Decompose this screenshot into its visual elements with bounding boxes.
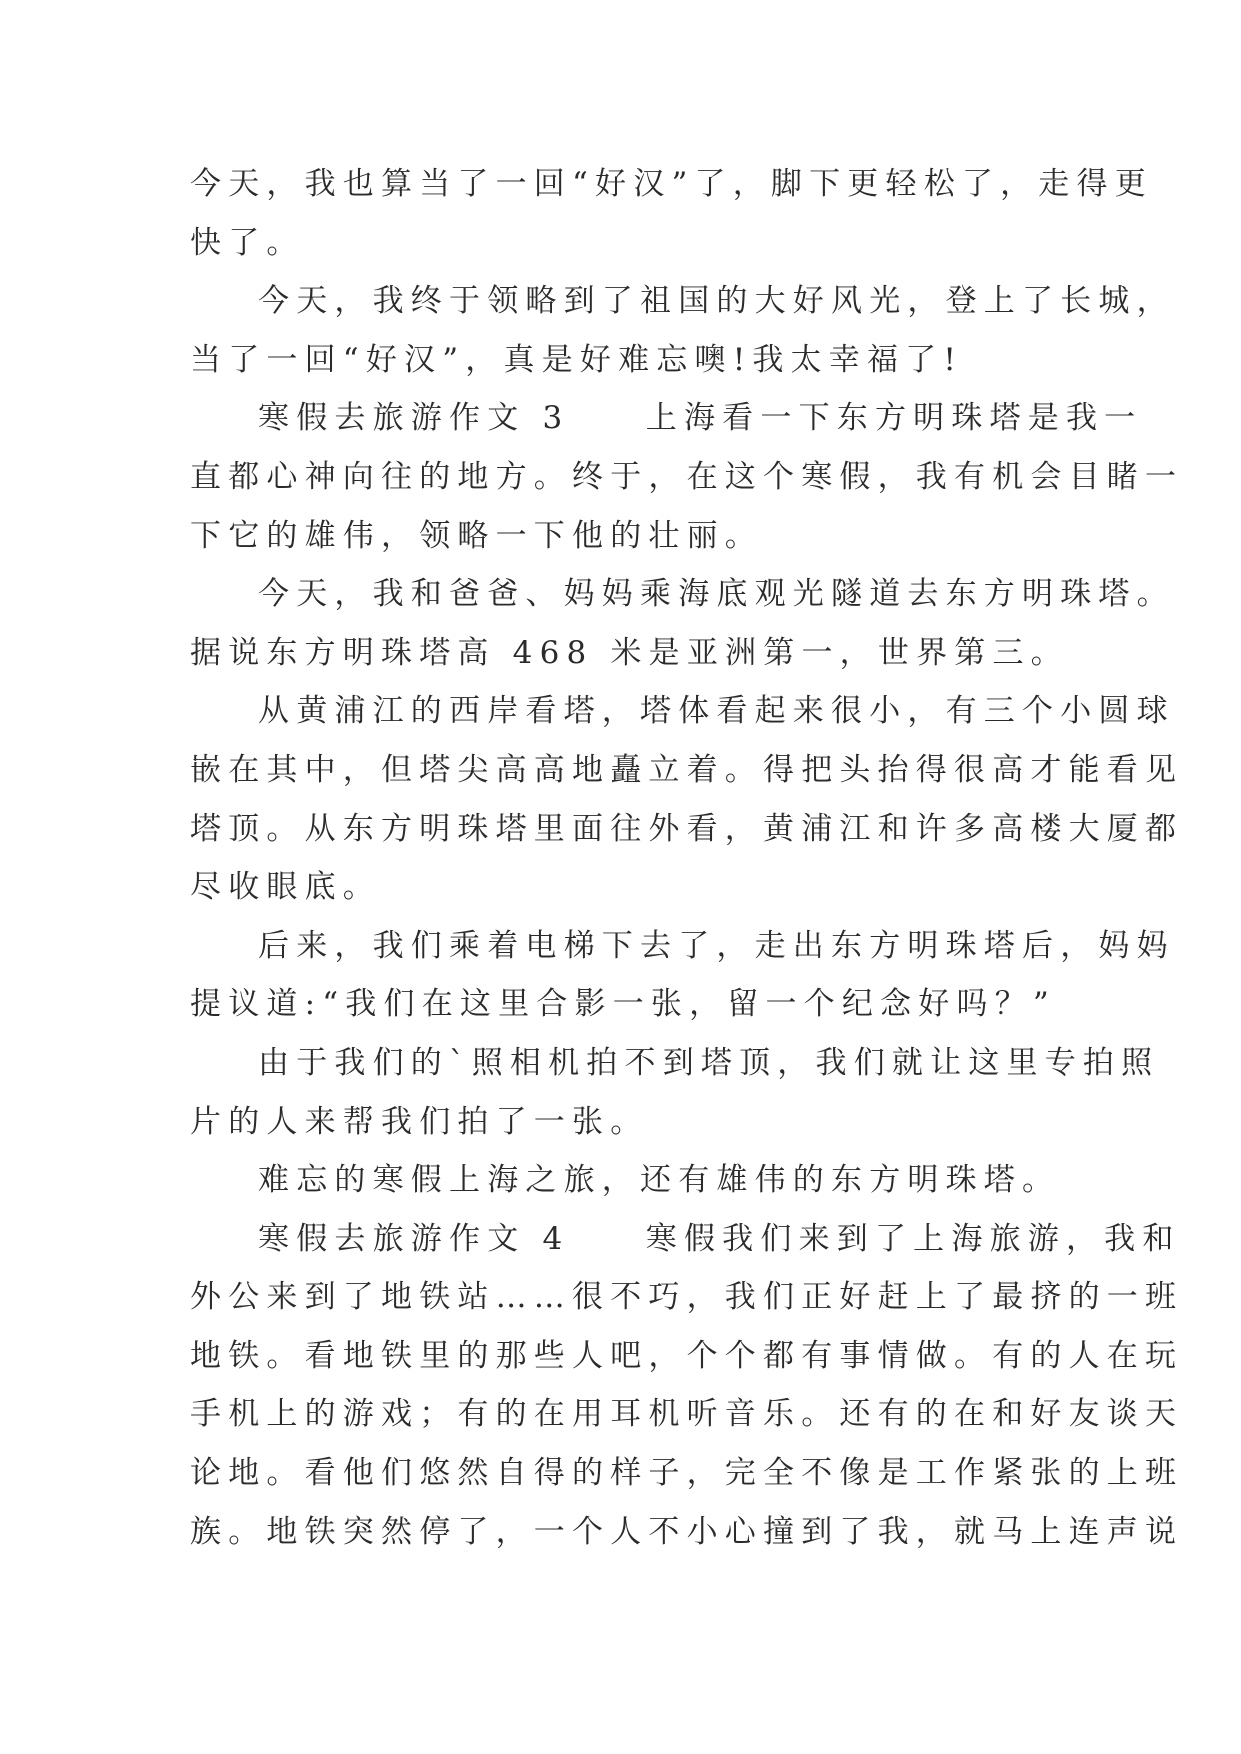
text-line: 后来，我们乘着电梯下去了，走出东方明珠塔后，妈妈: [258, 927, 1175, 964]
text-line: 提议道:“我们在这里合影一张，留一个纪念好吗？”: [190, 986, 1056, 1023]
text-line: 难忘的寒假上海之旅，还有雄伟的东方明珠塔。: [258, 1162, 1061, 1199]
text-line: 从黄浦江的西岸看塔，塔体看起来很小，有三个小圆球: [258, 693, 1175, 730]
text-line: 手机上的游戏；有的在用耳机听音乐。还有的在和好友谈天: [190, 1396, 1184, 1433]
text-line: 快了。: [190, 224, 305, 261]
text-line: 当了一回“好汉”，真是好难忘噢!我太幸福了!: [190, 341, 964, 378]
text-line: 今天，我也算当了一回“好汉”了，脚下更轻松了，走得更: [190, 166, 1153, 202]
text-line: 塔顶。从东方明珠塔里面往外看，黄浦江和许多高楼大厦都: [190, 810, 1184, 847]
text-line: 由于我们的`照相机拍不到塔顶，我们就让这里专拍照: [258, 1044, 1160, 1081]
text-line: 今天，我终于领略到了祖国的大好风光，登上了长城，: [258, 283, 1175, 320]
text-line: 族。地铁突然停了，一个人不小心撞到了我，就马上连声说: [190, 1513, 1184, 1550]
text-line: 下它的雄伟，领略一下他的壮丽。: [190, 517, 763, 554]
text-line: 今天，我和爸爸、妈妈乘海底观光隧道去东方明珠塔。: [258, 576, 1175, 613]
text-line: 地铁。看地铁里的那些人吧，个个都有事情做。有的人在玩: [190, 1337, 1184, 1374]
text-line: 外公来到了地铁站……很不巧，我们正好赶上了最挤的一班: [190, 1279, 1184, 1316]
section-heading-line: 寒假去旅游作文 3 上海看一下东方明珠塔是我一: [258, 400, 1143, 437]
text-line: 直都心神向往的地方。终于，在这个寒假，我有机会目睹一: [190, 458, 1184, 495]
text-line: 尽收眼底。: [190, 869, 381, 906]
text-line: 嵌在其中，但塔尖高高地矗立着。得把头抬得很高才能看见: [190, 751, 1184, 788]
text-line: 论地。看他们悠然自得的样子，完全不像是工作紧张的上班: [190, 1455, 1184, 1492]
text-line: 片的人来帮我们拍了一张。: [190, 1103, 649, 1140]
body-text: [190, 155, 1184, 1561]
section-heading-line: 寒假去旅游作文 4 寒假我们来到了上海旅游，我和: [258, 1220, 1181, 1257]
text-line: 据说东方明珠塔高 468 米是亚洲第一，世界第三。: [190, 634, 1069, 671]
